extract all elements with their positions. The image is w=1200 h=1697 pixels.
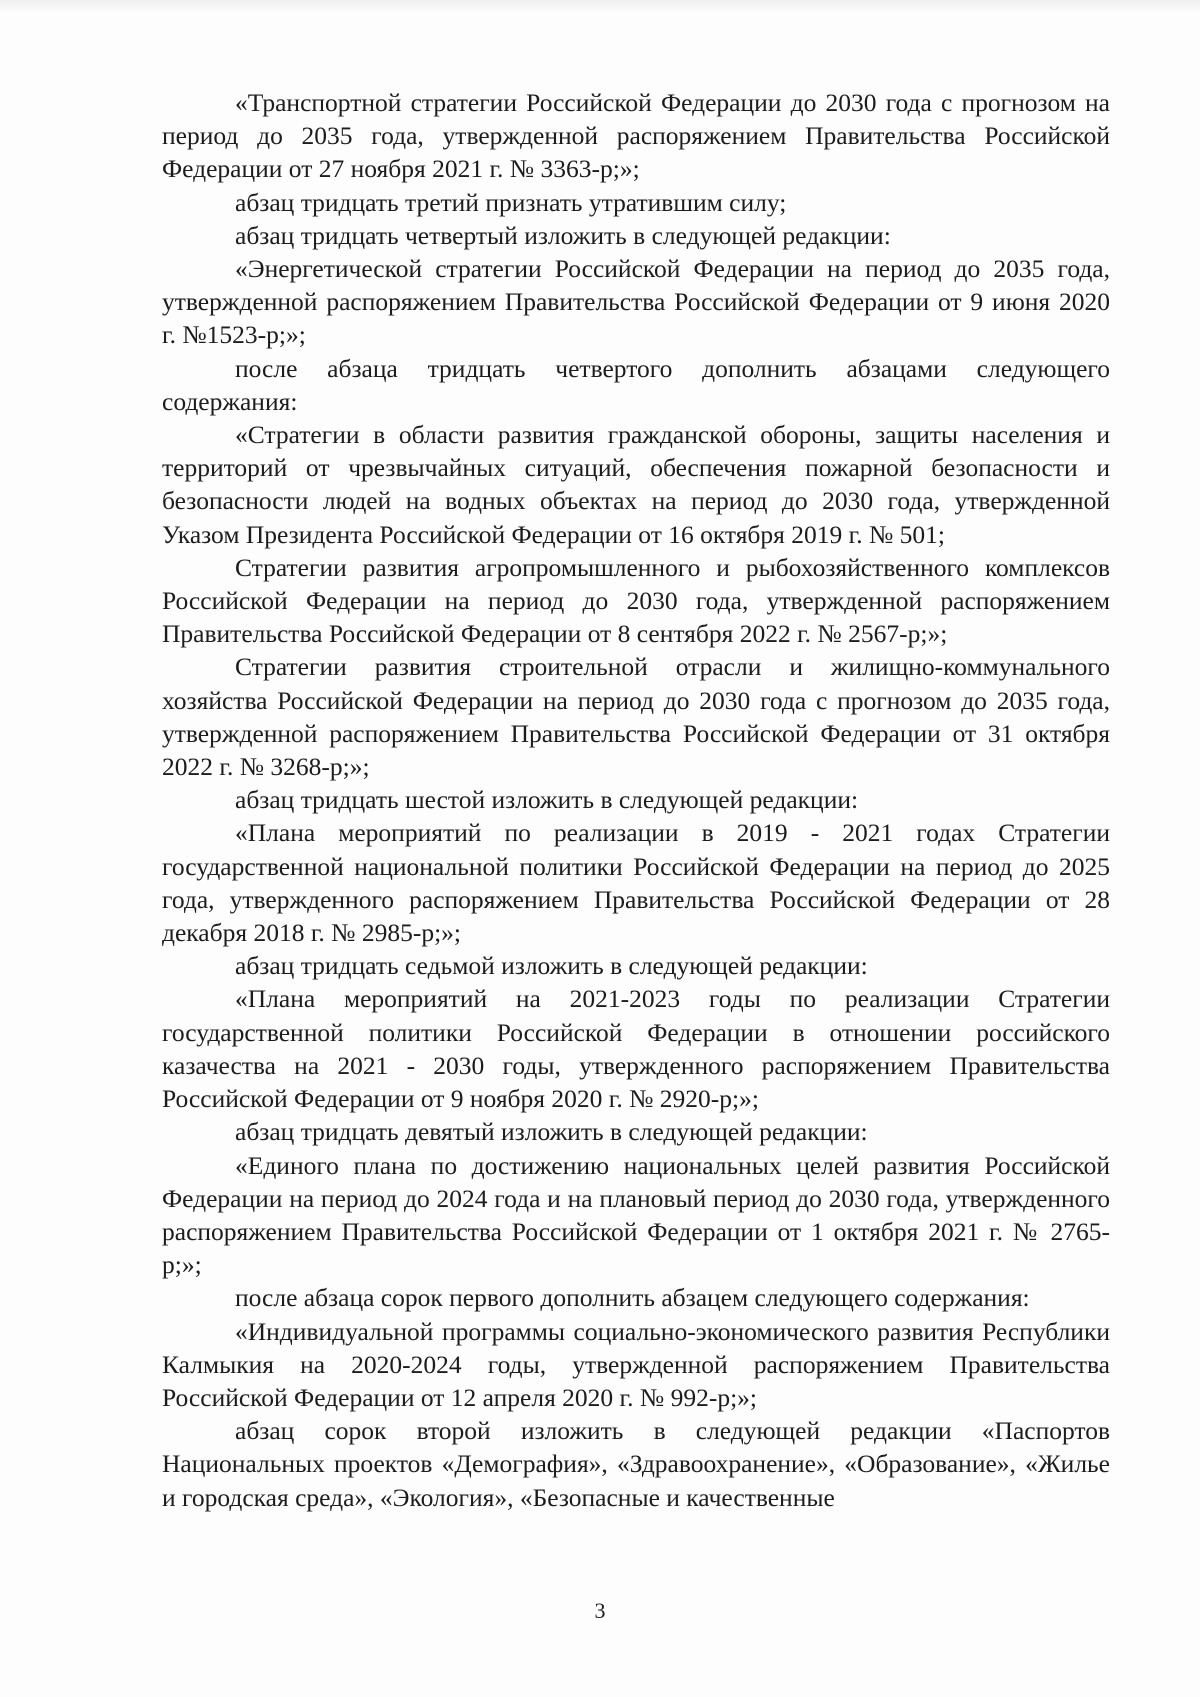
paragraph: абзац тридцать седьмой изложить в следующей редакции: bbox=[235, 951, 868, 981]
paragraph: абзац тридцать третий признать утратившим силу; bbox=[235, 187, 787, 217]
paragraph: Стратегии развития строительной отрасли и жилищно-коммунального хозяйства Российской Федерации на период до 2030 года с прогнозом до 2035 года, утвержденной распоряжением Правительства Российской Федерации от 31 октября 2022 г. № 3268-р;»; bbox=[162, 652, 1110, 782]
document-body bbox=[162, 86, 1110, 1514]
paragraph: «Стратегии в области развития гражданской обороны, защиты населения и территорий от чрезвычайных ситуаций, обеспечения пожарной безопасности и безопасности людей на водных объектах на период до 2030 года, утвержденной Указом Президента Российской Федерации от 16 октября 2019 г. № 501; bbox=[162, 420, 1110, 549]
paragraph: «Плана мероприятий по реализации в 2019 - 2021 годах Стратегии государственной национальной политики Российской Федерации на период до 2025 года, утвержденного распоряжением Правительства Российской Федерации от 28 декабря 2018 г. № 2985-р;»; bbox=[162, 818, 1110, 948]
paragraph: Стратегии развития агропромышленного и рыбохозяйственного комплексов Российской Федерации на период до 2030 года, утвержденной распоряжением Правительства Российской Федерации от 8 сентября 2022 г. № 2567-р;»; bbox=[162, 552, 1110, 649]
paragraph: абзац тридцать девятый изложить в следующей редакции: bbox=[235, 1117, 868, 1147]
paragraph: «Единого плана по достижению национальных целей развития Российской Федерации на период до 2024 года и на плановый период до 2030 года, утвержденного распоряжением Правительства Российской Федерации от 1 октября 2021 г. № 2765-р;»; bbox=[162, 1150, 1110, 1280]
paragraph: «Индивидуальной программы социально-экономического развития Республики Калмыкия на 2020-2024 годы, утвержденной распоряжением Правительства Российской Федерации от 12 апреля 2020 г. № 992-р;»; bbox=[162, 1316, 1110, 1412]
paragraph: «Энергетической стратегии Российской Федерации на период до 2035 года, утвержденной распоряжением Правительства Российской Федерации от 9 июня 2020 г. №1523-р;»; bbox=[162, 254, 1110, 350]
paragraph: «Плана мероприятий на 2021-2023 годы по реализации Стратегии государственной политики Российской Федерации в отношении российского казачества на 2021 - 2030 годы, утвержденного распоряжением Правительства Российской Федерации от 9 ноября 2020 г. № 2920-р;»; bbox=[162, 984, 1110, 1114]
paragraph: абзац сорок второй изложить в следующей редакции «Паспортов Национальных проектов «Демография», «Здравоохранение», «Образование», «Жилье и городская среда», «Экология», «Безопасные и качественные bbox=[162, 1416, 1110, 1512]
paragraph: после абзаца сорок первого дополнить абзацем следующего содержания: bbox=[235, 1283, 1030, 1313]
paragraph: «Транспортной стратегии Российской Федерации до 2030 года с прогнозом на период до 2035 года, утвержденной распоряжением Правительства Российской Федерации от 27 ноября 2021 г. № 3363-р;»; bbox=[162, 88, 1110, 184]
paragraph: абзац тридцать четвертый изложить в следующей редакции: bbox=[235, 220, 891, 250]
paragraph: абзац тридцать шестой изложить в следующей редакции: bbox=[235, 785, 859, 815]
paragraph: после абзаца тридцать четвертого дополнить абзацами следующего содержания: bbox=[162, 353, 1110, 416]
scan-edge bbox=[0, 0, 1200, 14]
page-number: 3 bbox=[594, 1598, 606, 1623]
